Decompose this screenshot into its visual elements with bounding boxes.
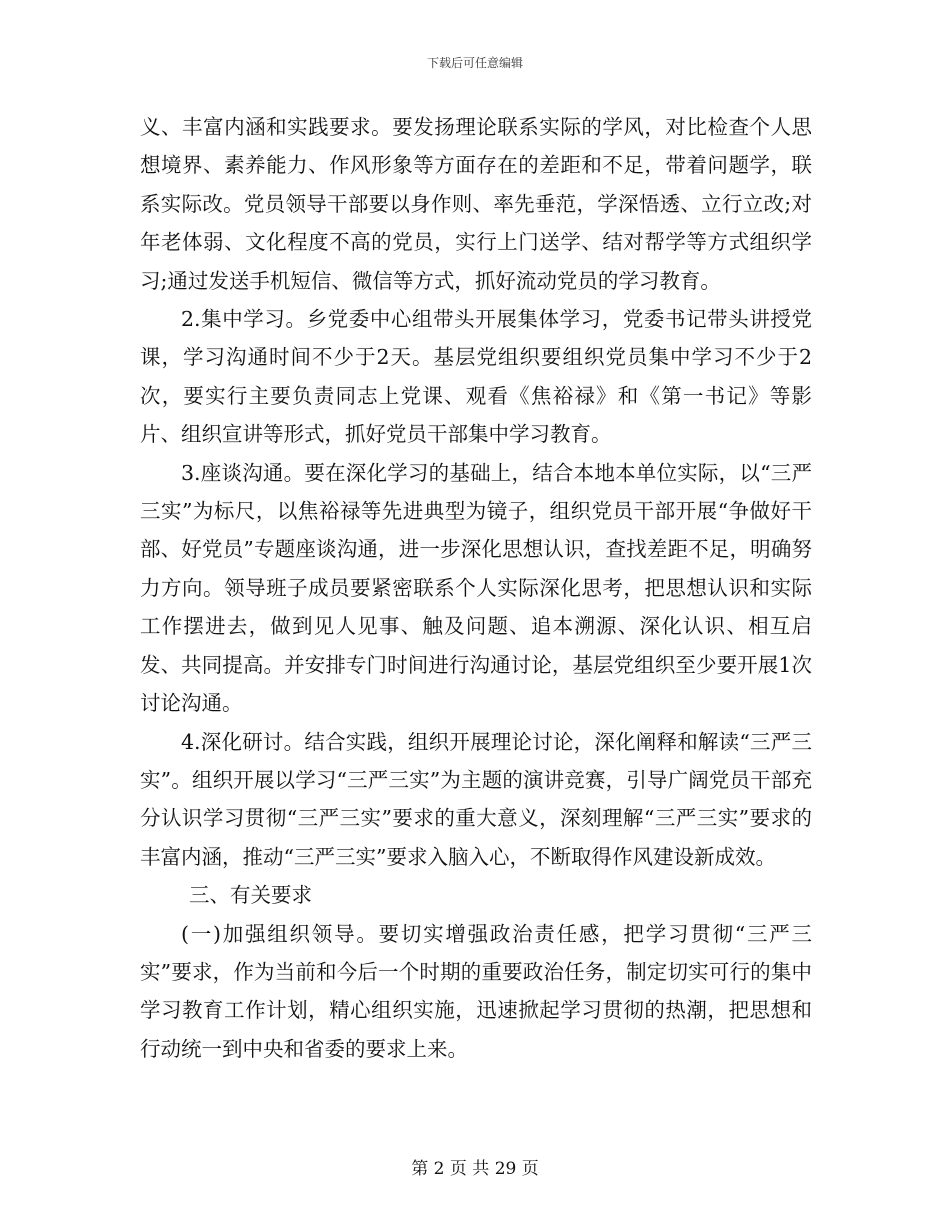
section-heading-requirements: 三、有关要求: [189, 883, 312, 908]
paragraph-centralized-study: 2.集中学习。乡党委中心组带头开展集体学习，党委书记带头讲授党课，学习沟通时间不少于2天。基层党组织要组织党员集中学习不少于2次，要实行主要负责同志上党课、观看《焦裕禄》和《第一书记》等影片、组织宣讲等形式，抓好党员干部集中学习教育。: [140, 307, 812, 447]
paragraph-in-depth-research: 4.深化研讨。结合实践，组织开展理论讨论，深化阐释和解读“三严三实”。组织开展以学习“三严三实”为主题的演讲竞赛，引导广阔党员干部充分认识学习贯彻“三严三实”要求的重大意义，深刻理解“三严三实”要求的丰富内涵，推动“三严三实”要求入脑入心，不断取得作风建设新成效。: [140, 729, 812, 869]
page-footer: 第 2 页 共 29 页: [411, 1159, 539, 1179]
document-body: [140, 108, 812, 1068]
paragraph-organizational-leadership: (一)加强组织领导。要切实增强政治责任感，把学习贯彻“三严三实”要求，作为当前和今后一个时期的重要政治任务，制定切实可行的集中学习教育工作计划，精心组织实施，迅速掀起学习贯彻的热潮，把思想和行动统一到中央和省委的要求上来。: [140, 921, 812, 1061]
paragraph-continuation: 义、丰富内涵和实践要求。要发扬理论联系实际的学风，对比检查个人思想境界、素养能力、作风形象等方面存在的差距和不足，带着问题学，联系实际改。党员领导干部要以身作则、率先垂范，学深悟透、立行立改;对年老体弱、文化程度不高的党员，实行上门送学、结对帮学等方式组织学习;通过发送手机短信、微信等方式，抓好流动党员的学习教育。: [140, 115, 812, 293]
paragraph-discussion: 3.座谈沟通。要在深化学习的基础上，结合本地本单位实际，以“三严三实”为标尺，以焦裕禄等先进典型为镜子，组织党员干部开展“争做好干部、好党员”专题座谈沟通，进一步深化思想认识，查找差距不足，明确努力方向。领导班子成员要紧密联系个人实际深化思考，把思想认识和实际工作摆进去，做到见人见事、触及问题、追本溯源、深化认识、相互启发、共同提高。并安排专门时间进行沟通讨论，基层党组织至少要开展1次讨论沟通。: [140, 460, 812, 716]
page-header: 下载后可任意编辑: [426, 56, 523, 70]
